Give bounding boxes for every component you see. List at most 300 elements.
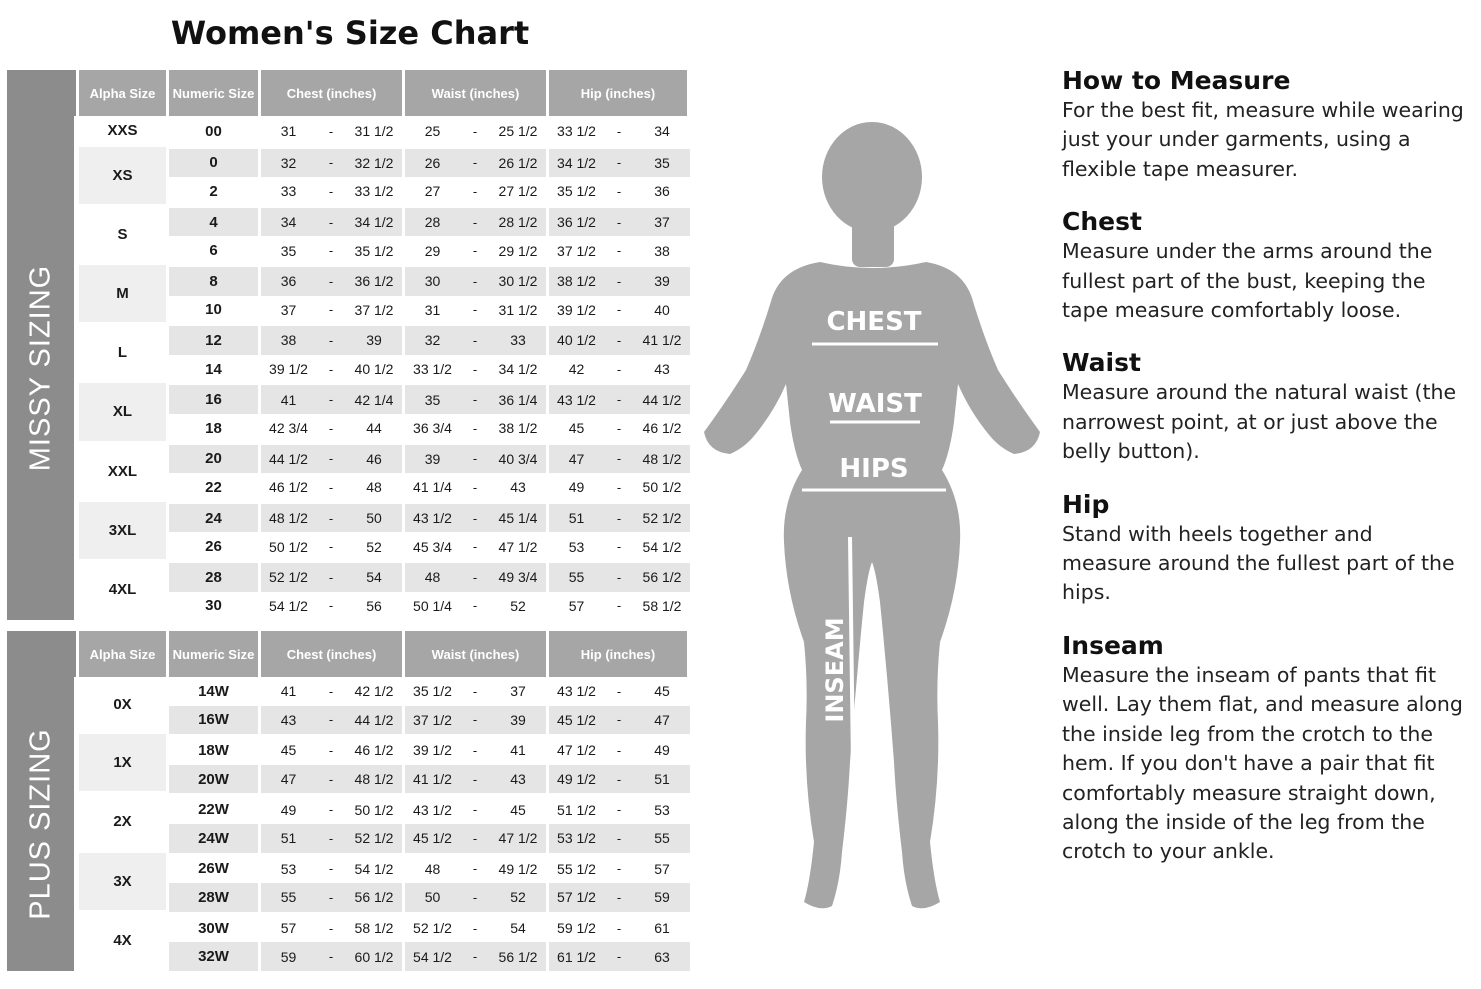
column-header-alpha: Alpha Size — [79, 70, 169, 116]
numeric-size-cell: 32W — [169, 942, 261, 971]
chest-max-cell: 56 — [346, 592, 405, 621]
range-dash: - — [604, 824, 634, 853]
range-dash: - — [316, 677, 346, 706]
guide-section-chest — [1062, 207, 1467, 325]
range-dash: - — [460, 206, 490, 237]
range-dash: - — [604, 147, 634, 178]
waist-label: WAIST — [828, 389, 922, 419]
chest-max-cell: 58 1/2 — [346, 912, 405, 943]
alpha-size-cell: 4XL — [79, 561, 169, 620]
range-dash: - — [316, 942, 346, 971]
chest-min-cell: 46 1/2 — [261, 473, 316, 502]
range-dash: - — [460, 912, 490, 943]
table-row — [7, 853, 690, 884]
numeric-size-cell: 22 — [169, 473, 261, 502]
table-row — [7, 793, 690, 824]
range-dash: - — [316, 355, 346, 384]
chest-max-cell: 44 1/2 — [346, 706, 405, 735]
waist-min-cell: 25 — [405, 116, 460, 147]
chest-label: CHEST — [826, 307, 922, 337]
column-header-numeric: Numeric Size — [169, 631, 261, 677]
chest-max-cell: 60 1/2 — [346, 942, 405, 971]
hip-max-cell: 43 — [634, 355, 690, 384]
chest-min-cell: 44 1/2 — [261, 443, 316, 474]
waist-min-cell: 45 1/2 — [405, 824, 460, 853]
waist-max-cell: 34 1/2 — [490, 355, 549, 384]
hip-min-cell: 61 1/2 — [549, 942, 604, 971]
hip-min-cell: 49 — [549, 473, 604, 502]
range-dash: - — [460, 883, 490, 912]
waist-max-cell: 41 — [490, 734, 549, 765]
side-label-header-cell — [7, 70, 79, 116]
column-header-hip: Hip (inches) — [549, 70, 690, 116]
range-dash: - — [460, 706, 490, 735]
range-dash: - — [316, 793, 346, 824]
waist-max-cell: 47 1/2 — [490, 532, 549, 561]
range-dash: - — [604, 883, 634, 912]
waist-min-cell: 35 1/2 — [405, 677, 460, 706]
hip-min-cell: 45 — [549, 414, 604, 443]
waist-min-cell: 43 1/2 — [405, 502, 460, 533]
guide-body: Measure under the arms around the fullest part of the bust, keeping the tape measure comfortably loose. — [1062, 239, 1433, 323]
table-row — [7, 383, 690, 414]
table-row — [7, 502, 690, 533]
hip-max-cell: 36 — [634, 177, 690, 206]
alpha-size-cell: L — [79, 324, 169, 383]
waist-min-cell: 35 — [405, 383, 460, 414]
waist-max-cell: 39 — [490, 706, 549, 735]
chest-min-cell: 37 — [261, 296, 316, 325]
chest-max-cell: 48 1/2 — [346, 765, 405, 794]
waist-max-cell: 47 1/2 — [490, 824, 549, 853]
table-row — [7, 147, 690, 178]
hip-max-cell: 55 — [634, 824, 690, 853]
range-dash: - — [604, 206, 634, 237]
waist-min-cell: 30 — [405, 265, 460, 296]
hip-max-cell: 51 — [634, 765, 690, 794]
waist-max-cell: 43 — [490, 765, 549, 794]
numeric-size-cell: 24W — [169, 824, 261, 853]
waist-max-cell: 27 1/2 — [490, 177, 549, 206]
alpha-size-cell: 3XL — [79, 502, 169, 561]
chest-min-cell: 52 1/2 — [261, 561, 316, 592]
chest-max-cell: 42 1/2 — [346, 677, 405, 706]
hip-min-cell: 42 — [549, 355, 604, 384]
numeric-size-cell: 16W — [169, 706, 261, 735]
plus-sizing-label-cell — [7, 677, 79, 971]
alpha-size-cell: XS — [79, 147, 169, 206]
numeric-size-cell: 6 — [169, 236, 261, 265]
range-dash: - — [316, 502, 346, 533]
hip-min-cell: 45 1/2 — [549, 706, 604, 735]
waist-max-cell: 29 1/2 — [490, 236, 549, 265]
guide-heading: Inseam — [1062, 630, 1164, 660]
chest-min-cell: 33 — [261, 177, 316, 206]
table-row — [7, 206, 690, 237]
range-dash: - — [316, 236, 346, 265]
range-dash: - — [316, 532, 346, 561]
hip-max-cell: 48 1/2 — [634, 443, 690, 474]
body-silhouette — [700, 122, 1045, 917]
hip-min-cell: 47 — [549, 443, 604, 474]
numeric-size-cell: 20W — [169, 765, 261, 794]
range-dash: - — [316, 116, 346, 147]
waist-max-cell: 54 — [490, 912, 549, 943]
guide-heading: How to Measure — [1062, 66, 1291, 95]
range-dash: - — [316, 177, 346, 206]
silhouette-shape — [704, 122, 1040, 908]
waist-max-cell: 52 — [490, 883, 549, 912]
chest-max-cell: 46 1/2 — [346, 734, 405, 765]
numeric-size-cell: 12 — [169, 324, 261, 355]
range-dash: - — [460, 677, 490, 706]
range-dash: - — [604, 324, 634, 355]
range-dash: - — [604, 592, 634, 621]
hip-max-cell: 44 1/2 — [634, 383, 690, 414]
hip-max-cell: 47 — [634, 706, 690, 735]
column-header-numeric: Numeric Size — [169, 70, 261, 116]
guide-heading: Chest — [1062, 207, 1142, 237]
alpha-size-cell: 1X — [79, 734, 169, 793]
waist-max-cell: 43 — [490, 473, 549, 502]
alpha-size-cell: S — [79, 206, 169, 265]
alpha-size-cell: 2X — [79, 793, 169, 852]
waist-min-cell: 37 1/2 — [405, 706, 460, 735]
hip-max-cell: 38 — [634, 236, 690, 265]
column-header-chest: Chest (inches) — [261, 631, 405, 677]
range-dash: - — [604, 532, 634, 561]
range-dash: - — [604, 561, 634, 592]
hip-max-cell: 57 — [634, 853, 690, 884]
column-header-waist: Waist (inches) — [405, 70, 549, 116]
range-dash: - — [460, 296, 490, 325]
numeric-size-cell: 26 — [169, 532, 261, 561]
range-dash: - — [460, 116, 490, 147]
range-dash: - — [316, 147, 346, 178]
guide-section-how-to-measure — [1062, 66, 1467, 184]
waist-min-cell: 54 1/2 — [405, 942, 460, 971]
column-header-chest: Chest (inches) — [261, 70, 405, 116]
waist-min-cell: 48 — [405, 853, 460, 884]
column-header-alpha: Alpha Size — [79, 631, 169, 677]
range-dash: - — [604, 793, 634, 824]
range-dash: - — [460, 765, 490, 794]
numeric-size-cell: 0 — [169, 147, 261, 178]
numeric-size-cell: 28W — [169, 883, 261, 912]
chest-max-cell: 44 — [346, 414, 405, 443]
alpha-size-cell: XL — [79, 383, 169, 442]
numeric-size-cell: 14W — [169, 677, 261, 706]
range-dash: - — [460, 355, 490, 384]
numeric-size-cell: 8 — [169, 265, 261, 296]
numeric-size-cell: 24 — [169, 502, 261, 533]
table-row — [7, 912, 690, 943]
guide-heading: Waist — [1062, 348, 1141, 378]
hip-min-cell: 51 1/2 — [549, 793, 604, 824]
range-dash: - — [604, 734, 634, 765]
chest-min-cell: 42 3/4 — [261, 414, 316, 443]
range-dash: - — [604, 177, 634, 206]
hip-max-cell: 53 — [634, 793, 690, 824]
chest-min-cell: 31 — [261, 116, 316, 147]
range-dash: - — [316, 883, 346, 912]
hip-min-cell: 55 1/2 — [549, 853, 604, 884]
chest-min-cell: 45 — [261, 734, 316, 765]
range-dash: - — [460, 147, 490, 178]
guide-body: Measure around the natural waist (the narrowest point, at or just above the belly button). — [1062, 380, 1457, 464]
range-dash: - — [316, 706, 346, 735]
guide-body: Measure the inseam of pants that fit well. Lay them flat, and measure along the inside leg from the crotch to the hem. If you don't have a pair that fit comfortably measure straight down, along the inside of the leg from the crotch to your ankle. — [1062, 662, 1463, 864]
waist-max-cell: 45 1/4 — [490, 502, 549, 533]
inseam-label: INSEAM — [821, 617, 849, 723]
numeric-size-cell: 18W — [169, 734, 261, 765]
chest-max-cell: 33 1/2 — [346, 177, 405, 206]
chest-max-cell: 32 1/2 — [346, 147, 405, 178]
range-dash: - — [604, 116, 634, 147]
hip-min-cell: 47 1/2 — [549, 734, 604, 765]
range-dash: - — [604, 765, 634, 794]
range-dash: - — [460, 473, 490, 502]
guide-section-waist — [1062, 348, 1467, 466]
range-dash: - — [460, 592, 490, 621]
column-header-hip: Hip (inches) — [549, 631, 690, 677]
chest-max-cell: 52 1/2 — [346, 824, 405, 853]
numeric-size-cell: 30 — [169, 592, 261, 621]
hip-max-cell: 40 — [634, 296, 690, 325]
waist-min-cell: 31 — [405, 296, 460, 325]
range-dash: - — [460, 324, 490, 355]
waist-max-cell: 38 1/2 — [490, 414, 549, 443]
hip-min-cell: 53 1/2 — [549, 824, 604, 853]
hip-max-cell: 41 1/2 — [634, 324, 690, 355]
range-dash: - — [316, 414, 346, 443]
chest-max-cell: 50 1/2 — [346, 793, 405, 824]
hip-min-cell: 36 1/2 — [549, 206, 604, 237]
waist-max-cell: 25 1/2 — [490, 116, 549, 147]
chest-min-cell: 36 — [261, 265, 316, 296]
hip-max-cell: 39 — [634, 265, 690, 296]
range-dash: - — [460, 236, 490, 265]
waist-min-cell: 48 — [405, 561, 460, 592]
chest-max-cell: 31 1/2 — [346, 116, 405, 147]
chest-min-cell: 54 1/2 — [261, 592, 316, 621]
chest-max-cell: 42 1/4 — [346, 383, 405, 414]
hip-min-cell: 57 1/2 — [549, 883, 604, 912]
plus-sizing-label: PLUS SIZING — [24, 728, 56, 920]
range-dash: - — [604, 942, 634, 971]
waist-max-cell: 30 1/2 — [490, 265, 549, 296]
range-dash: - — [604, 912, 634, 943]
waist-min-cell: 50 1/4 — [405, 592, 460, 621]
table-row — [7, 443, 690, 474]
range-dash: - — [604, 265, 634, 296]
waist-min-cell: 45 3/4 — [405, 532, 460, 561]
numeric-size-cell: 28 — [169, 561, 261, 592]
numeric-size-cell: 20 — [169, 443, 261, 474]
guide-heading: Hip — [1062, 489, 1110, 519]
waist-min-cell: 28 — [405, 206, 460, 237]
waist-min-cell: 36 3/4 — [405, 414, 460, 443]
chest-min-cell: 34 — [261, 206, 316, 237]
hip-max-cell: 49 — [634, 734, 690, 765]
hips-label: HIPS — [839, 454, 909, 484]
hip-min-cell: 34 1/2 — [549, 147, 604, 178]
range-dash: - — [604, 414, 634, 443]
range-dash: - — [460, 532, 490, 561]
chest-min-cell: 35 — [261, 236, 316, 265]
range-dash: - — [604, 853, 634, 884]
hip-max-cell: 52 1/2 — [634, 502, 690, 533]
hip-max-cell: 56 1/2 — [634, 561, 690, 592]
range-dash: - — [604, 383, 634, 414]
table-row — [7, 265, 690, 296]
table-row — [7, 116, 690, 147]
chest-min-cell: 55 — [261, 883, 316, 912]
waist-max-cell: 52 — [490, 592, 549, 621]
chest-max-cell: 46 — [346, 443, 405, 474]
range-dash: - — [316, 561, 346, 592]
hip-max-cell: 59 — [634, 883, 690, 912]
range-dash: - — [316, 324, 346, 355]
chest-min-cell: 38 — [261, 324, 316, 355]
chest-min-cell: 41 — [261, 383, 316, 414]
range-dash: - — [316, 853, 346, 884]
range-dash: - — [460, 734, 490, 765]
waist-max-cell: 36 1/4 — [490, 383, 549, 414]
waist-max-cell: 40 3/4 — [490, 443, 549, 474]
hip-max-cell: 35 — [634, 147, 690, 178]
table-row — [7, 734, 690, 765]
missy-sizing-label: MISSY SIZING — [24, 264, 56, 472]
hip-min-cell: 51 — [549, 502, 604, 533]
numeric-size-cell: 10 — [169, 296, 261, 325]
alpha-size-cell: XXL — [79, 443, 169, 502]
range-dash: - — [604, 502, 634, 533]
hip-min-cell: 59 1/2 — [549, 912, 604, 943]
waist-max-cell: 26 1/2 — [490, 147, 549, 178]
chest-max-cell: 56 1/2 — [346, 883, 405, 912]
chest-min-cell: 41 — [261, 677, 316, 706]
waist-min-cell: 41 1/4 — [405, 473, 460, 502]
hip-min-cell: 38 1/2 — [549, 265, 604, 296]
chest-min-cell: 32 — [261, 147, 316, 178]
range-dash: - — [604, 355, 634, 384]
range-dash: - — [316, 443, 346, 474]
range-dash: - — [316, 912, 346, 943]
guide-body: Stand with heels together and measure around the fullest part of the hips. — [1062, 521, 1455, 605]
waist-max-cell: 37 — [490, 677, 549, 706]
waist-min-cell: 33 1/2 — [405, 355, 460, 384]
range-dash: - — [316, 383, 346, 414]
alpha-size-cell: 4X — [79, 912, 169, 971]
hip-max-cell: 54 1/2 — [634, 532, 690, 561]
range-dash: - — [604, 236, 634, 265]
waist-min-cell: 50 — [405, 883, 460, 912]
waist-min-cell: 29 — [405, 236, 460, 265]
range-dash: - — [460, 793, 490, 824]
range-dash: - — [604, 706, 634, 735]
hip-min-cell: 43 1/2 — [549, 677, 604, 706]
alpha-size-cell: M — [79, 265, 169, 324]
hip-min-cell: 57 — [549, 592, 604, 621]
waist-max-cell: 49 1/2 — [490, 853, 549, 884]
range-dash: - — [604, 443, 634, 474]
range-dash: - — [460, 443, 490, 474]
range-dash: - — [604, 677, 634, 706]
numeric-size-cell: 26W — [169, 853, 261, 884]
waist-min-cell: 43 1/2 — [405, 793, 460, 824]
range-dash: - — [316, 592, 346, 621]
range-dash: - — [316, 473, 346, 502]
chest-max-cell: 50 — [346, 502, 405, 533]
range-dash: - — [460, 414, 490, 443]
chest-min-cell: 51 — [261, 824, 316, 853]
hip-min-cell: 35 1/2 — [549, 177, 604, 206]
range-dash: - — [460, 561, 490, 592]
waist-max-cell: 33 — [490, 324, 549, 355]
chest-max-cell: 52 — [346, 532, 405, 561]
range-dash: - — [460, 383, 490, 414]
hip-max-cell: 46 1/2 — [634, 414, 690, 443]
side-label-header-cell — [7, 631, 79, 677]
missy-size-table — [7, 70, 690, 620]
chest-min-cell: 48 1/2 — [261, 502, 316, 533]
hip-max-cell: 63 — [634, 942, 690, 971]
chest-min-cell: 43 — [261, 706, 316, 735]
chest-min-cell: 50 1/2 — [261, 532, 316, 561]
chest-min-cell: 39 1/2 — [261, 355, 316, 384]
hip-max-cell: 61 — [634, 912, 690, 943]
range-dash: - — [460, 824, 490, 853]
guide-section-inseam — [1062, 631, 1467, 867]
hip-min-cell: 39 1/2 — [549, 296, 604, 325]
hip-min-cell: 40 1/2 — [549, 324, 604, 355]
table-row — [7, 561, 690, 592]
waist-max-cell: 49 3/4 — [490, 561, 549, 592]
hip-min-cell: 53 — [549, 532, 604, 561]
range-dash: - — [460, 942, 490, 971]
waist-min-cell: 39 — [405, 443, 460, 474]
hip-min-cell: 37 1/2 — [549, 236, 604, 265]
hip-max-cell: 34 — [634, 116, 690, 147]
table-row — [7, 324, 690, 355]
range-dash: - — [604, 296, 634, 325]
chest-max-cell: 37 1/2 — [346, 296, 405, 325]
plus-size-table — [7, 631, 690, 971]
range-dash: - — [460, 853, 490, 884]
range-dash: - — [604, 473, 634, 502]
chest-max-cell: 35 1/2 — [346, 236, 405, 265]
column-header-waist: Waist (inches) — [405, 631, 549, 677]
range-dash: - — [316, 765, 346, 794]
waist-max-cell: 28 1/2 — [490, 206, 549, 237]
chest-min-cell: 59 — [261, 942, 316, 971]
waist-min-cell: 39 1/2 — [405, 734, 460, 765]
alpha-size-cell: 0X — [79, 677, 169, 734]
waist-min-cell: 41 1/2 — [405, 765, 460, 794]
hip-min-cell: 49 1/2 — [549, 765, 604, 794]
alpha-size-cell: 3X — [79, 853, 169, 912]
chest-min-cell: 47 — [261, 765, 316, 794]
chest-max-cell: 40 1/2 — [346, 355, 405, 384]
hip-min-cell: 55 — [549, 561, 604, 592]
waist-min-cell: 52 1/2 — [405, 912, 460, 943]
guide-section-hip — [1062, 490, 1467, 608]
range-dash: - — [316, 265, 346, 296]
chest-max-cell: 36 1/2 — [346, 265, 405, 296]
range-dash: - — [316, 296, 346, 325]
numeric-size-cell: 00 — [169, 116, 261, 147]
